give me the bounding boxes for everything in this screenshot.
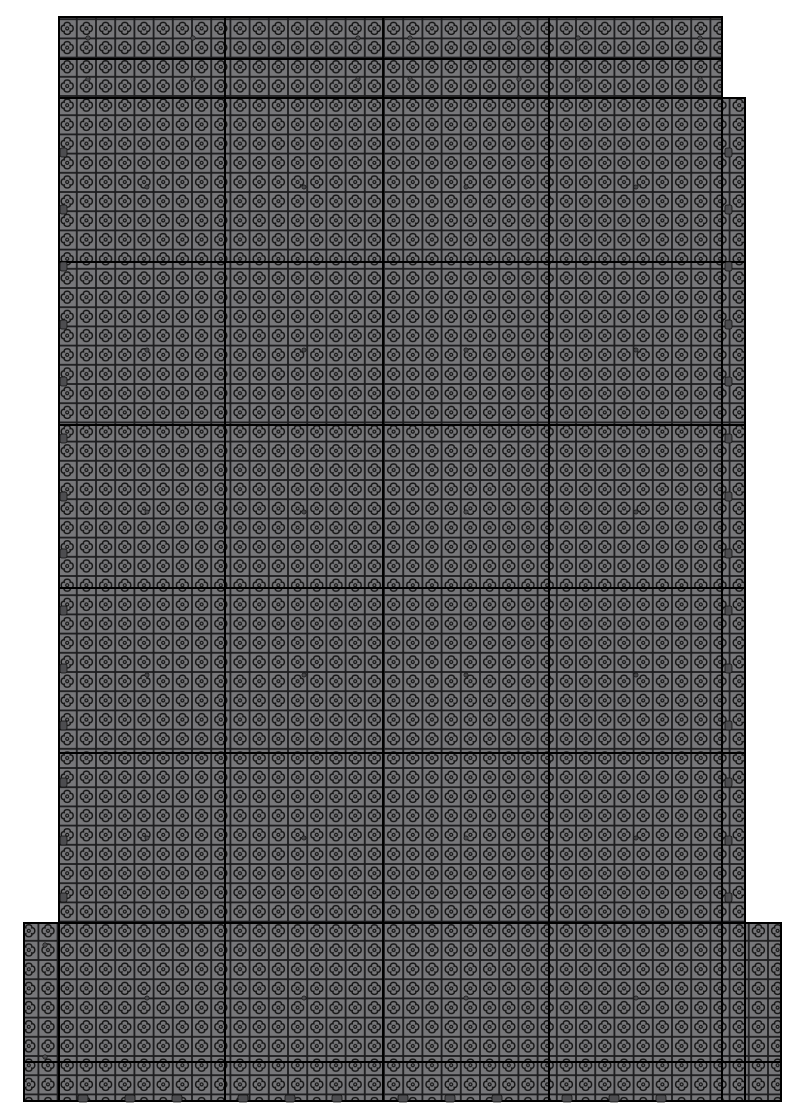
panel-bottom-strip (24, 923, 781, 1101)
panel-top-strip (59, 17, 722, 98)
panel-main-field (59, 98, 745, 923)
